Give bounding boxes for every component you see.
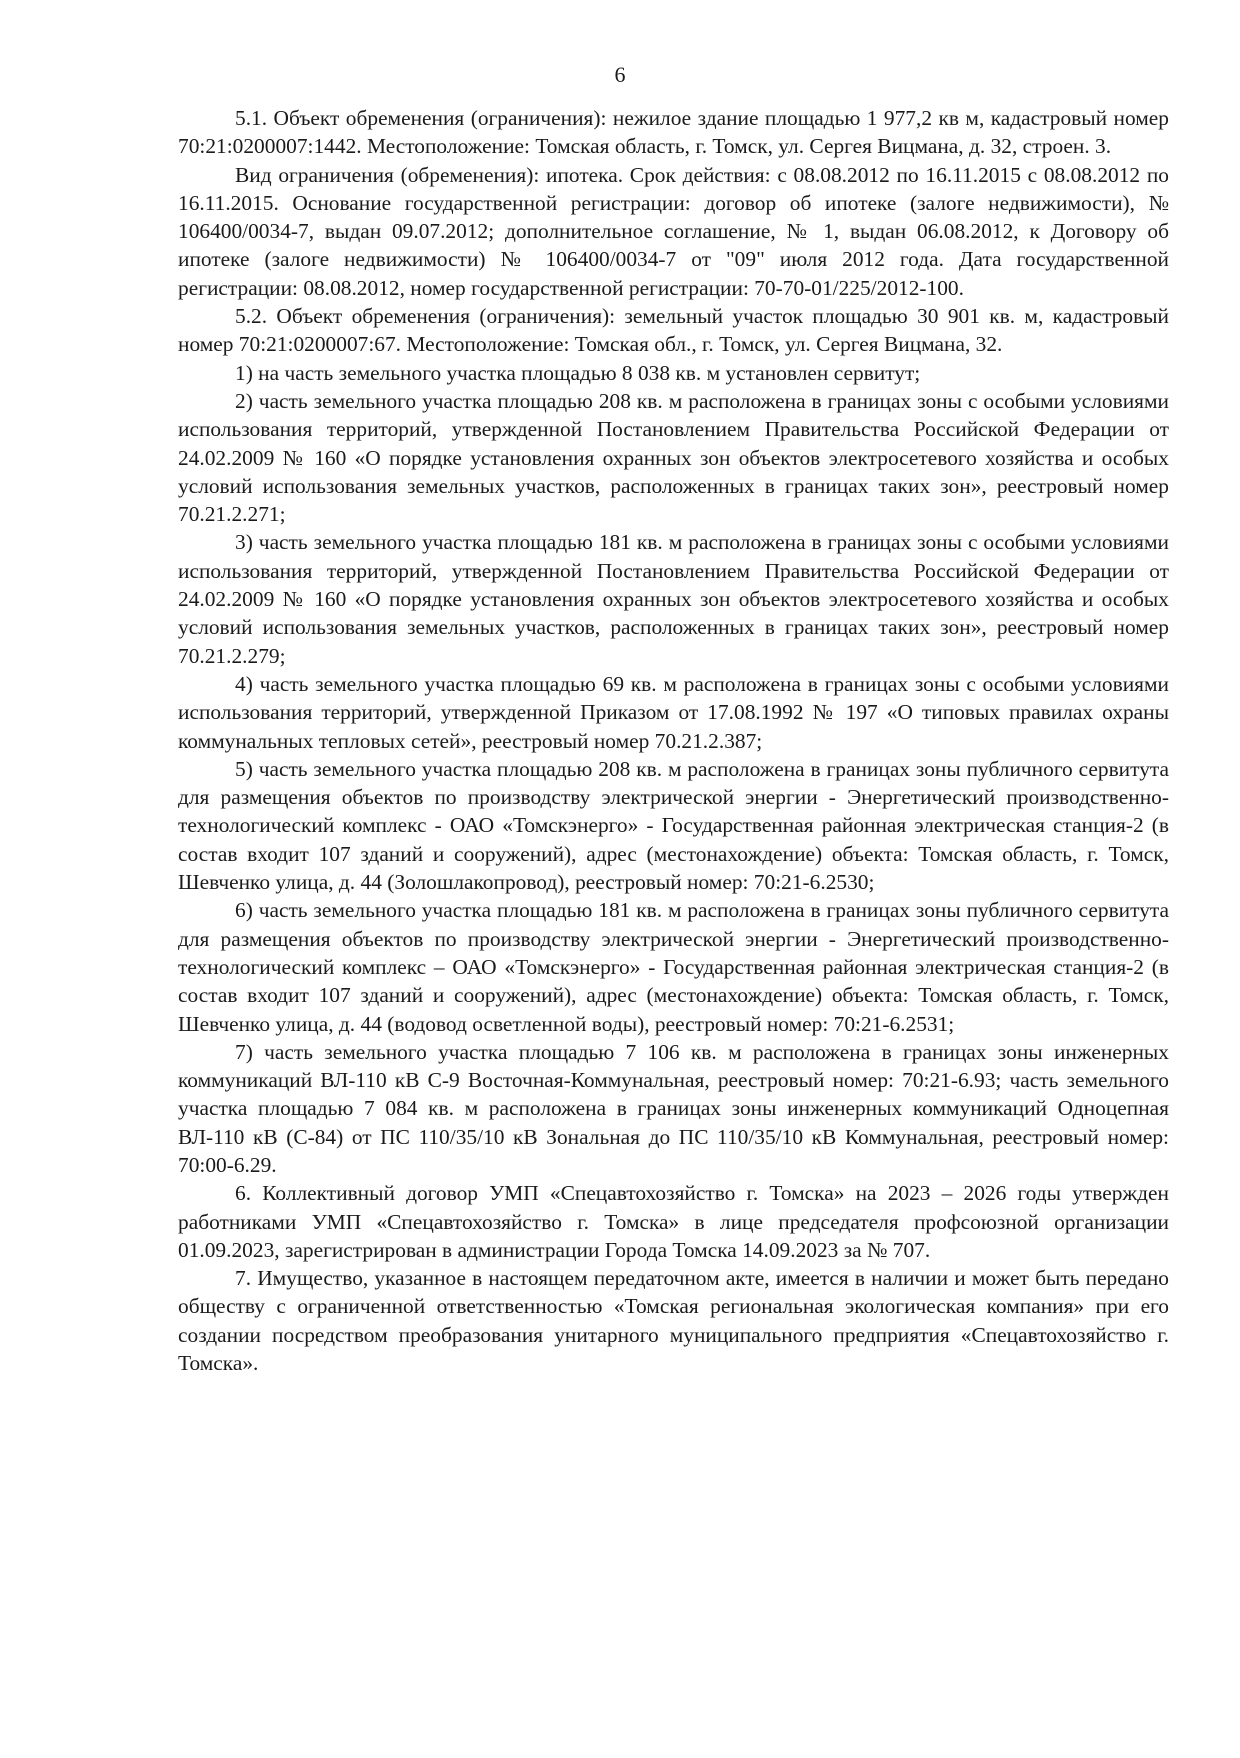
list-item-1: 1) на часть земельного участка площадью 8 038 кв. м установлен сервитут; [235,360,921,385]
list-item-5: 5) часть земельного участка площадью 208 кв. м расположена в границах зоны публичного сервитута для размещения объектов по производству электрической энергии - Энергетический производственно-технологический комплекс - ОАО «Томскэнерго» - Государственная районная электрическая станция-2 (в состав входит 107 зданий и сооружений), адрес (местонахождение) объекта: Томская область, г. Томск, Шевченко улица, д. 44 (Золошлакопровод), реестровый номер: 70:21-6.2530; [178,756,1169,895]
list-item-3: 3) часть земельного участка площадью 181 кв. м расположена в границах зоны с особыми условиями использования территорий, утвержденной Постановлением Правительства Российской Федерации от 24.02.2009 № 160 «О порядке установления охранных зон объектов электросетевого хозяйства и особых условий использования земельных участков, расположенных в границах таких зон», реестровый номер 70.21.2.279; [178,530,1169,668]
list-item-4: 4) часть земельного участка площадью 69 кв. м расположена в границах зоны с особыми условиями использования территорий, утвержденной Приказом от 17.08.1992 № 197 «О типовых правилах охраны коммунальных тепловых сетей», реестровый номер 70.21.2.387; [178,671,1169,753]
list-item-2: 2) часть земельного участка площадью 208 кв. м расположена в границах зоны с особыми условиями использования территорий, утвержденной Постановлением Правительства Российской Федерации от 24.02.2009 № 160 «О порядке установления охранных зон объектов электросетевого хозяйства и особых условий использования земельных участков, расположенных в границах таких зон», реестровый номер 70.21.2.271; [178,388,1169,527]
paragraph-encumbrance-type: Вид ограничения (обременения): ипотека. Срок действия: с 08.08.2012 по 16.11.2015 с 08.08.2012 по 16.11.2015. Основание государственной регистрации: договор об ипотеке (залоге недвижимости), № 106400/0034-7, выдан 09.07.2012; дополнительное соглашение, № 1, выдан 06.08.2012, к Договору об ипотеке (залоге недвижимости) № 106400/0034-7 от "09" июля 2012 года. Дата государственной регистрации: 08.08.2012, номер государственной регистрации: 70-70-01/225/2012-100. [178,162,1169,300]
list-item-7: 7) часть земельного участка площадью 7 106 кв. м расположена в границах зоны инженерных коммуникаций ВЛ-110 кВ С-9 Восточная-Коммунальная, реестровый номер: 70:21-6.93; часть земельного участка площадью 7 084 кв. м расположена в границах зоны инженерных коммуникаций Одноцепная ВЛ-110 кВ (С-84) от ПС 110/35/10 кВ Зональная до ПС 110/35/10 кВ Коммунальная, реестровый номер: 70:00-6.29. [178,1039,1169,1177]
document-body [178,104,1169,1377]
paragraph-7: 7. Имущество, указанное в настоящем передаточном акте, имеется в наличии и может быть передано обществу с ограниченной ответственностью «Томская региональная экологическая компания» при его создании посредством преобразования унитарного муниципального предприятия «Спецавтохозяйство г. Томска». [178,1266,1169,1376]
list-item-6: 6) часть земельного участка площадью 181 кв. м расположена в границах зоны публичного сервитута для размещения объектов по производству электрической энергии - Энергетический производственно-технологический комплекс – ОАО «Томскэнерго» - Государственная районная электрическая станция-2 (в состав входит 107 зданий и сооружений), адрес (местонахождение) объекта: Томская область, г. Томск, Шевченко улица, д. 44 (водовод осветленной воды), реестровый номер: 70:21-6.2531; [178,898,1169,1036]
paragraph-5-2: 5.2. Объект обременения (ограничения): земельный участок площадью 30 901 кв. м, кадастровый номер 70:21:0200007:67. Местоположение: Томская обл., г. Томск, ул. Сергея Вицмана, 32. [178,304,1169,357]
paragraph-6: 6. Коллективный договор УМП «Спецавтохозяйство г. Томска» на 2023 – 2026 годы утвержден работниками УМП «Спецавтохозяйство г. Томска» в лице председателя профсоюзной организации 01.09.2023, зарегистрирован в администрации Города Томска 14.09.2023 за № 707. [178,1181,1169,1262]
page-number: 6 [614,62,626,87]
paragraph-5-1: 5.1. Объект обременения (ограничения): нежилое здание площадью 1 977,2 кв м, кадастровый номер 70:21:0200007:1442. Местоположение: Томская область, г. Томск, ул. Сергея Вицмана, д. 32, строен. 3. [178,106,1169,159]
